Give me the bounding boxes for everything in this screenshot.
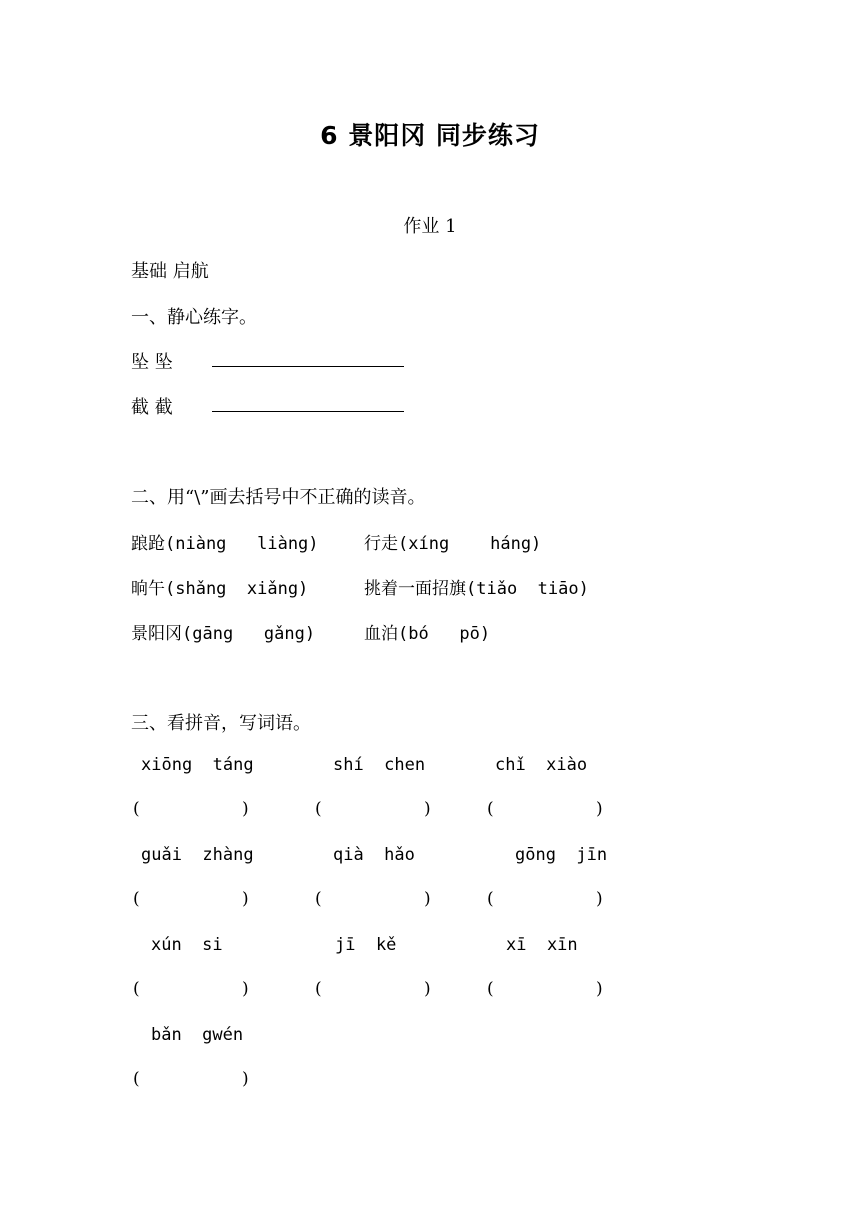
q1-heading: 一、静心练字。 <box>131 307 257 328</box>
answer-paren-close: ) <box>242 979 249 999</box>
answer-paren-open: ( <box>133 979 140 999</box>
q2-item[interactable]: 景阳冈(gāng gǎng) <box>131 624 316 644</box>
answer-paren-open: ( <box>315 889 322 909</box>
q3-pinyin: bǎn gwén <box>151 1025 244 1045</box>
q3-pinyin: xún si <box>151 935 223 955</box>
q2-item[interactable]: 行走(xíng háng) <box>364 534 542 554</box>
q2-item[interactable]: 晌午(shǎng xiǎng) <box>131 579 309 599</box>
q3-pinyin: chǐ xiào <box>495 755 588 775</box>
answer-paren-close: ) <box>242 889 249 909</box>
q1-writing-line[interactable] <box>212 411 404 412</box>
answer-paren-open: ( <box>315 799 322 819</box>
q3-pinyin: xī xīn <box>506 935 578 955</box>
answer-paren-open: ( <box>133 1069 140 1089</box>
q3-pinyin: shí chen <box>333 755 426 775</box>
q2-item[interactable]: 踉跄(niàng liàng) <box>131 534 319 554</box>
page-title: 6 景阳冈 同步练习 <box>320 121 540 150</box>
q3-heading: 三、看拼音，写词语。 <box>131 713 311 734</box>
answer-paren-open: ( <box>315 979 322 999</box>
q3-pinyin: guǎi zhàng <box>141 845 254 865</box>
q1-char-row: 截 截 <box>131 397 173 418</box>
answer-paren-open: ( <box>487 889 494 909</box>
answer-paren-close: ) <box>424 799 431 819</box>
answer-paren-close: ) <box>596 799 603 819</box>
answer-paren-close: ) <box>424 889 431 909</box>
q2-heading: 二、用“\”画去括号中不正确的读音。 <box>131 487 426 508</box>
q2-item[interactable]: 挑着一面招旗(tiǎo tiāo) <box>364 579 589 599</box>
assignment-subtitle: 作业 1 <box>403 216 457 237</box>
q3-pinyin: xiōng táng <box>141 755 254 775</box>
answer-paren-close: ) <box>596 889 603 909</box>
answer-paren-close: ) <box>242 799 249 819</box>
answer-paren-open: ( <box>487 979 494 999</box>
q3-pinyin: gōng jīn <box>515 845 608 865</box>
q1-writing-line[interactable] <box>212 366 404 367</box>
q2-item[interactable]: 血泊(bó pō) <box>364 624 491 644</box>
answer-paren-close: ) <box>242 1069 249 1089</box>
q3-pinyin: jī kě <box>335 935 397 955</box>
section-label: 基础 启航 <box>131 261 209 282</box>
answer-paren-open: ( <box>133 889 140 909</box>
answer-paren-close: ) <box>596 979 603 999</box>
q1-char-row: 坠 坠 <box>131 352 173 373</box>
q3-pinyin: qià hǎo <box>333 845 415 865</box>
answer-paren-close: ) <box>424 979 431 999</box>
answer-paren-open: ( <box>133 799 140 819</box>
answer-paren-open: ( <box>487 799 494 819</box>
